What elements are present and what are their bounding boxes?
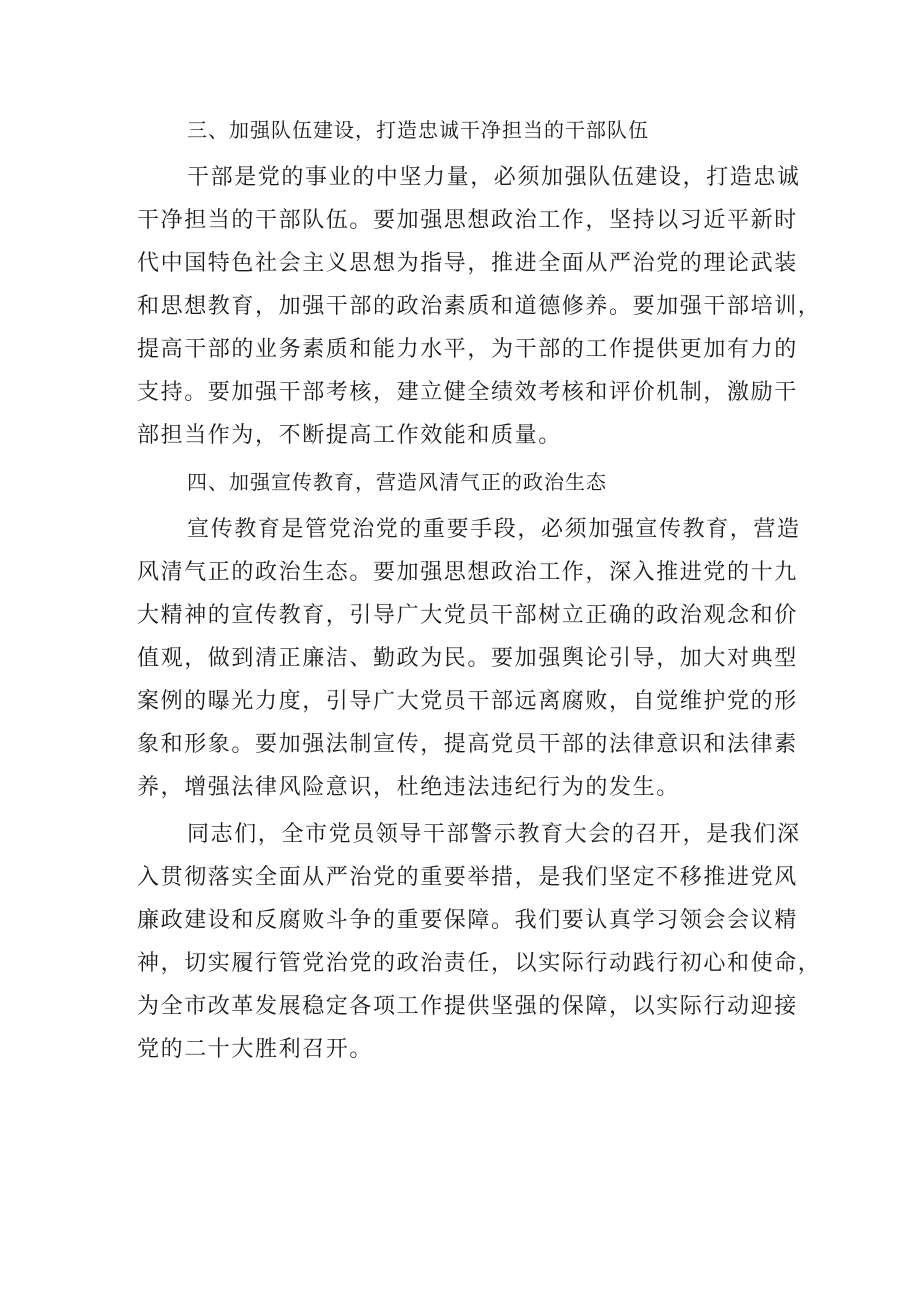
paragraph-line: 提高干部的业务素质和能力水平，为干部的工作提供更加有力的 [137,337,798,362]
paragraph-line: 神，切实履行管党治党的政治责任，以实际行动践行初心和使命， [137,951,822,976]
paragraph-line: 部担当作为，不断提高工作效能和质量。 [137,423,562,448]
paragraph-line: 养，增强法律风险意识，杜绝违法违纪行为的发生。 [137,775,680,800]
paragraph-line: 代中国特色社会主义思想为指导，推进全面从严治党的理论武装 [137,251,798,276]
paragraph-line: 风清气正的政治生态。要加强思想政治工作，深入推进党的十九 [137,560,798,585]
paragraph-line: 和思想教育，加强干部的政治素质和道德修养。要加强干部培训， [137,294,822,319]
section-paragraph-4 [137,508,801,809]
section-heading-3: 三、加强队伍建设，打造忠诚干净担当的干部队伍 [187,118,649,142]
paragraph-line: 大精神的宣传教育，引导广大党员干部树立正确的政治观念和价 [137,603,798,628]
paragraph-line: 入贯彻落实全面从严治党的重要举措，是我们坚定不移推进党风 [137,865,798,890]
section-paragraph-3 [137,156,822,457]
section-heading-4: 四、加强宣传教育，营造风清气正的政治生态 [187,470,607,494]
paragraph-line: 宣传教育是管党治党的重要手段，必须加强宣传教育，营造 [187,517,801,542]
paragraph-line: 党的二十大胜利召开。 [137,1037,374,1062]
paragraph-line: 象和形象。要加强法制宣传，提高党员干部的法律意识和法律素 [137,732,798,757]
paragraph-line: 案例的曝光力度，引导广大党员干部远离腐败，自觉维护党的形 [137,689,798,714]
closing-paragraph [137,813,822,1071]
paragraph-line: 廉政建设和反腐败斗争的重要保障。我们要认真学习领会会议精 [137,908,798,933]
paragraph-line: 同志们，全市党员领导干部警示教育大会的召开，是我们深 [187,822,801,847]
paragraph-line: 干净担当的干部队伍。要加强思想政治工作，坚持以习近平新时 [137,208,798,233]
document-body [137,109,822,1071]
paragraph-line: 值观，做到清正廉洁、勤政为民。要加强舆论引导，加大对典型 [137,646,798,671]
paragraph-line: 为全市改革发展稳定各项工作提供坚强的保障，以实际行动迎接 [137,994,798,1019]
paragraph-line: 干部是党的事业的中坚力量，必须加强队伍建设，打造忠诚 [187,165,801,190]
paragraph-line: 支持。要加强干部考核，建立健全绩效考核和评价机制，激励干 [137,380,798,405]
